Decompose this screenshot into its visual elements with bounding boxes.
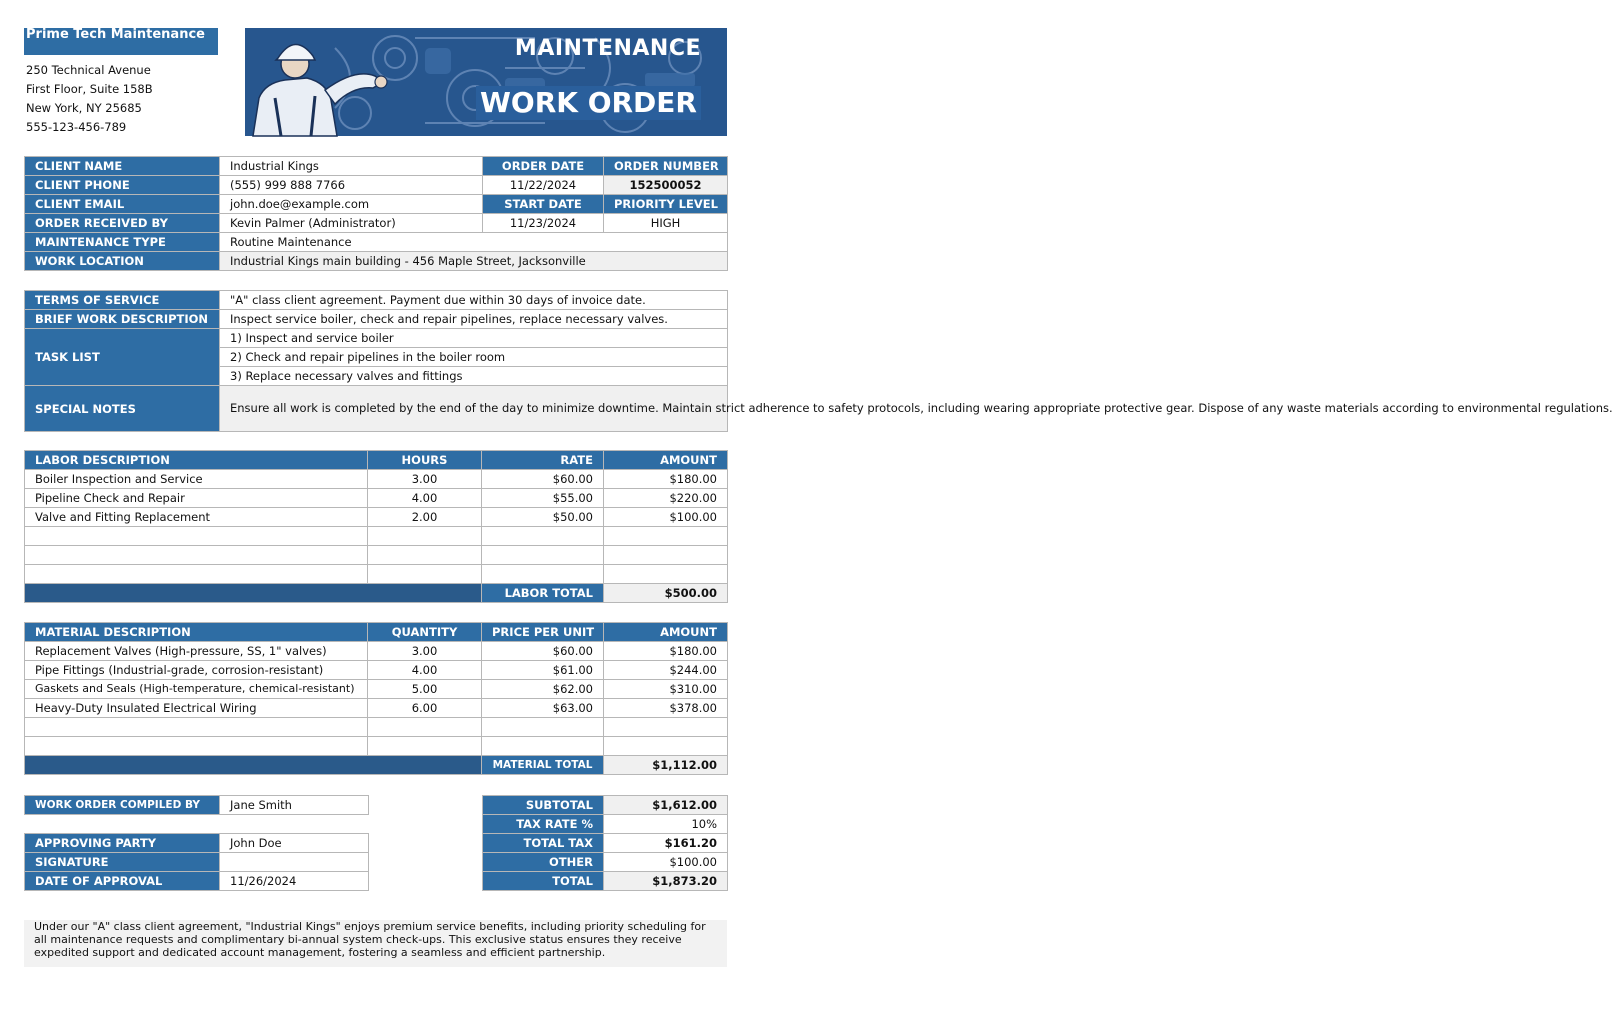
special-notes-value: Ensure all work is completed by the end of the day to minimize downtime. Maintain strict adherence to safety protocols, including wearing appropriate protective gear. Dispose of any waste materials according to environmental regulations.: [220, 386, 728, 432]
labor-description: Pipeline Check and Repair: [25, 489, 368, 508]
material-description: Pipe Fittings (Industrial-grade, corrosion-resistant): [25, 661, 368, 680]
priority-level-label: PRIORITY LEVEL: [604, 195, 728, 214]
material-amount: $310.00: [604, 680, 728, 699]
address-line-3: New York, NY 25685: [26, 101, 142, 115]
subtotal-value: $1,612.00: [604, 796, 728, 815]
empty-row: [25, 718, 728, 737]
client-name-value: Industrial Kings: [220, 157, 483, 176]
labor-header-hours: HOURS: [368, 451, 482, 470]
labor-header-description: LABOR DESCRIPTION: [25, 451, 368, 470]
address-line-1: 250 Technical Avenue: [26, 63, 151, 77]
terms-label: TERMS OF SERVICE: [25, 291, 220, 310]
material-quantity: 4.00: [368, 661, 482, 680]
total-tax-value: $161.20: [604, 834, 728, 853]
compiled-by-value: Jane Smith: [220, 796, 369, 815]
agreement-footnote: Under our "A" class client agreement, "Industrial Kings" enjoys premium service benefits, including priority scheduling for all maintenance requests and complimentary bi-annual system check-ups. This exclusive status ensures they receive expedited support and dedicated account management, fostering a seamless and efficient partnership.: [24, 920, 727, 967]
other-value: $100.00: [604, 853, 728, 872]
approval-table: [24, 833, 369, 891]
task-item: 3) Replace necessary valves and fittings: [220, 367, 728, 386]
received-by-label: ORDER RECEIVED BY: [25, 214, 220, 233]
compiled-by-table: [24, 795, 369, 815]
table-row: [25, 699, 728, 718]
material-total-label: MATERIAL TOTAL: [482, 756, 604, 775]
material-header-quantity: QUANTITY: [368, 623, 482, 642]
material-table: [24, 622, 728, 775]
material-quantity: 6.00: [368, 699, 482, 718]
labor-hours: 3.00: [368, 470, 482, 489]
address-line-2: First Floor, Suite 158B: [26, 82, 153, 96]
tax-rate-label: TAX RATE %: [483, 815, 604, 834]
order-date-value: 11/22/2024: [483, 176, 604, 195]
table-row: [25, 508, 728, 527]
labor-rate: $60.00: [482, 470, 604, 489]
labor-description: Boiler Inspection and Service: [25, 470, 368, 489]
material-price: $62.00: [482, 680, 604, 699]
material-header-description: MATERIAL DESCRIPTION: [25, 623, 368, 642]
maintenance-type-label: MAINTENANCE TYPE: [25, 233, 220, 252]
labor-rate: $50.00: [482, 508, 604, 527]
table-row: [25, 489, 728, 508]
work-location-label: WORK LOCATION: [25, 252, 220, 271]
empty-row: [25, 527, 728, 546]
material-description: Replacement Valves (High-pressure, SS, 1" valves): [25, 642, 368, 661]
task-item: 2) Check and repair pipelines in the boiler room: [220, 348, 728, 367]
grand-total-value: $1,873.20: [604, 872, 728, 891]
labor-total-bar: [25, 584, 482, 603]
special-notes-label: SPECIAL NOTES: [25, 386, 220, 432]
labor-total-value: $500.00: [604, 584, 728, 603]
table-row: [25, 661, 728, 680]
client-info-table: [24, 156, 728, 271]
compiled-by-label: WORK ORDER COMPILED BY: [25, 796, 220, 815]
work-details-table: [24, 290, 1613, 432]
approval-date-label: DATE OF APPROVAL: [25, 872, 220, 891]
material-total-bar: [25, 756, 482, 775]
labor-table: [24, 450, 728, 603]
brief-description-value: Inspect service boiler, check and repair pipelines, replace necessary valves.: [220, 310, 728, 329]
task-list-label: TASK LIST: [25, 329, 220, 386]
client-phone-label: CLIENT PHONE: [25, 176, 220, 195]
signature-field[interactable]: [220, 853, 369, 872]
labor-description: Valve and Fitting Replacement: [25, 508, 368, 527]
labor-header-rate: RATE: [482, 451, 604, 470]
material-price: $61.00: [482, 661, 604, 680]
brief-description-label: BRIEF WORK DESCRIPTION: [25, 310, 220, 329]
material-header-amount: AMOUNT: [604, 623, 728, 642]
tax-rate-value: 10%: [604, 815, 728, 834]
banner-title-main: WORK ORDER: [476, 86, 701, 120]
labor-amount: $180.00: [604, 470, 728, 489]
terms-value: "A" class client agreement. Payment due within 30 days of invoice date.: [220, 291, 728, 310]
table-row: [25, 470, 728, 489]
material-description: Heavy-Duty Insulated Electrical Wiring: [25, 699, 368, 718]
header-banner: [245, 28, 727, 136]
labor-amount: $220.00: [604, 489, 728, 508]
empty-row: [25, 737, 728, 756]
received-by-value: Kevin Palmer (Administrator): [220, 214, 483, 233]
client-name-label: CLIENT NAME: [25, 157, 220, 176]
task-item: 1) Inspect and service boiler: [220, 329, 728, 348]
order-number-value: 152500052: [604, 176, 728, 195]
material-price: $63.00: [482, 699, 604, 718]
signature-label: SIGNATURE: [25, 853, 220, 872]
company-phone: 555-123-456-789: [26, 120, 127, 134]
client-email-label: CLIENT EMAIL: [25, 195, 220, 214]
order-date-label: ORDER DATE: [483, 157, 604, 176]
labor-header-amount: AMOUNT: [604, 451, 728, 470]
material-description: Gaskets and Seals (High-temperature, chemical-resistant): [25, 680, 368, 699]
maintenance-type-value: Routine Maintenance: [220, 233, 728, 252]
total-tax-label: TOTAL TAX: [483, 834, 604, 853]
material-header-price: PRICE PER UNIT: [482, 623, 604, 642]
labor-rate: $55.00: [482, 489, 604, 508]
material-amount: $180.00: [604, 642, 728, 661]
empty-row: [25, 546, 728, 565]
material-amount: $244.00: [604, 661, 728, 680]
start-date-label: START DATE: [483, 195, 604, 214]
approving-party-value: John Doe: [220, 834, 369, 853]
approval-date-value: 11/26/2024: [220, 872, 369, 891]
work-location-value: Industrial Kings main building - 456 Maple Street, Jacksonville: [220, 252, 728, 271]
material-quantity: 5.00: [368, 680, 482, 699]
labor-hours: 4.00: [368, 489, 482, 508]
client-phone-value: (555) 999 888 7766: [220, 176, 483, 195]
grand-total-label: TOTAL: [483, 872, 604, 891]
labor-total-label: LABOR TOTAL: [482, 584, 604, 603]
totals-table: [482, 795, 728, 891]
material-amount: $378.00: [604, 699, 728, 718]
material-total-value: $1,112.00: [604, 756, 728, 775]
company-name: Prime Tech Maintenance: [24, 28, 218, 55]
start-date-value: 11/23/2024: [483, 214, 604, 233]
other-label: OTHER: [483, 853, 604, 872]
table-row: [25, 680, 728, 699]
material-price: $60.00: [482, 642, 604, 661]
approving-party-label: APPROVING PARTY: [25, 834, 220, 853]
priority-level-value: HIGH: [604, 214, 728, 233]
material-quantity: 3.00: [368, 642, 482, 661]
labor-amount: $100.00: [604, 508, 728, 527]
client-email-value: john.doe@example.com: [220, 195, 483, 214]
order-number-label: ORDER NUMBER: [604, 157, 728, 176]
subtotal-label: SUBTOTAL: [483, 796, 604, 815]
table-row: [25, 642, 728, 661]
banner-title-top: MAINTENANCE: [514, 36, 701, 61]
empty-row: [25, 565, 728, 584]
labor-hours: 2.00: [368, 508, 482, 527]
